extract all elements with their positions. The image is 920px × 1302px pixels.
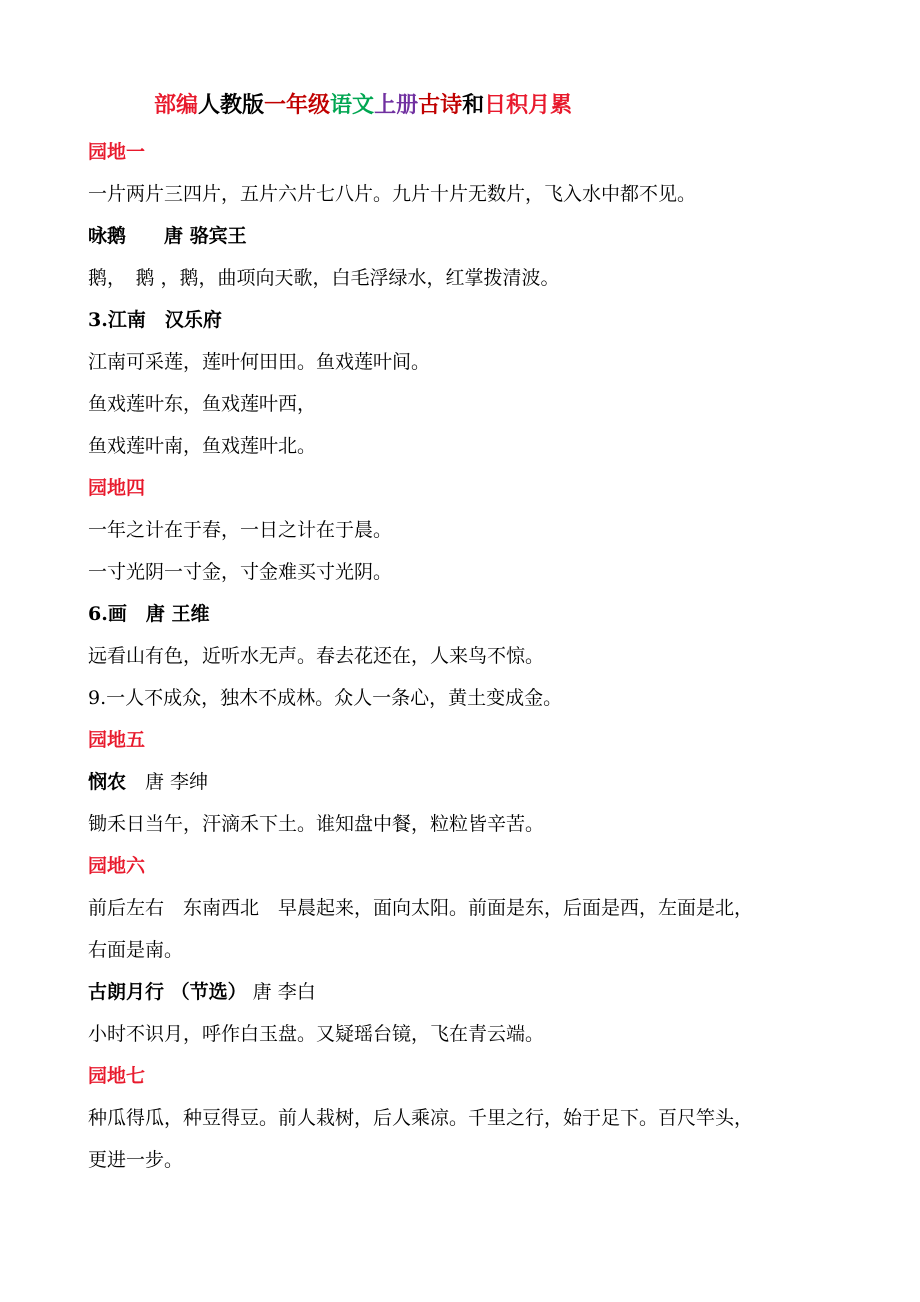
text-line bbox=[88, 929, 848, 971]
line-segment: 6.画 唐 王维 bbox=[88, 603, 210, 625]
text-line bbox=[88, 677, 848, 719]
text-line bbox=[88, 509, 848, 551]
section-heading bbox=[88, 845, 848, 887]
line-segment: 鱼戏莲叶东，鱼戏莲叶西， bbox=[88, 393, 317, 415]
line-segment: 更进一步。 bbox=[88, 1149, 184, 1171]
line-segment: 园地六 bbox=[88, 855, 146, 877]
page-title bbox=[154, 88, 572, 119]
text-line bbox=[88, 551, 848, 593]
line-segment: 鱼戏莲叶南，鱼戏莲叶北。 bbox=[88, 435, 317, 457]
text-line bbox=[88, 1097, 848, 1139]
line-segment: 园地七 bbox=[88, 1065, 146, 1087]
title-segment: 人教版 bbox=[198, 92, 265, 118]
text-line bbox=[88, 1013, 848, 1055]
line-segment: 一寸光阴一寸金，寸金难买寸光阴。 bbox=[88, 561, 393, 583]
poem-title bbox=[88, 761, 848, 803]
text-line bbox=[88, 1139, 848, 1181]
poem-title bbox=[88, 593, 848, 635]
title-segment: 上册 bbox=[374, 92, 419, 118]
poem-title bbox=[88, 299, 848, 341]
line-segment: 唐 李绅 bbox=[126, 771, 209, 793]
line-segment: 右面是南。 bbox=[88, 939, 184, 961]
text-line bbox=[88, 341, 848, 383]
title-segment: 古诗 bbox=[418, 92, 463, 118]
line-segment: 鹅， 鹅 ，鹅，曲项向天歌，白毛浮绿水，红掌拨清波。 bbox=[88, 267, 560, 289]
line-segment: 一年之计在于春，一日之计在于晨。 bbox=[88, 519, 393, 541]
text-line bbox=[88, 635, 848, 677]
line-segment: 古朗月行 （节选） bbox=[88, 981, 247, 1003]
section-heading bbox=[88, 1055, 848, 1097]
poem-title bbox=[88, 971, 848, 1013]
line-segment: 唐 李白 bbox=[246, 981, 316, 1003]
section-heading bbox=[88, 131, 848, 173]
text-line bbox=[88, 425, 848, 467]
text-line bbox=[88, 173, 848, 215]
line-segment: 3.江南 汉乐府 bbox=[88, 309, 222, 331]
line-segment: 江南可采莲，莲叶何田田。鱼戏莲叶间。 bbox=[88, 351, 431, 373]
section-heading bbox=[88, 719, 848, 761]
title-segment: 和 bbox=[462, 92, 485, 118]
title-segment: 部编 bbox=[154, 92, 199, 118]
line-segment: 园地四 bbox=[88, 477, 146, 499]
line-segment: 园地五 bbox=[88, 729, 146, 751]
text-line bbox=[88, 803, 848, 845]
line-segment: 种瓜得瓜，种豆得豆。前人栽树，后人乘凉。千里之行，始于足下。百尺竿头， bbox=[88, 1107, 754, 1129]
text-line bbox=[88, 887, 848, 929]
line-segment: 咏鹅 唐 骆宾王 bbox=[88, 225, 247, 247]
line-segment: 前后左右 东南西北 早晨起来，面向太阳。前面是东，后面是西，左面是北， bbox=[88, 897, 754, 919]
document-body bbox=[88, 131, 848, 1181]
poem-title bbox=[88, 215, 848, 257]
line-segment: 小时不识月，呼作白玉盘。又疑瑶台镜，飞在青云端。 bbox=[88, 1023, 545, 1045]
title-segment: 日积月累 bbox=[484, 92, 573, 118]
text-line bbox=[88, 383, 848, 425]
title-segment: 语文 bbox=[330, 92, 375, 118]
line-segment: 一片两片三四片，五片六片七八片。九片十片无数片，飞入水中都不见。 bbox=[88, 183, 697, 205]
line-segment: 锄禾日当午，汗滴禾下土。谁知盘中餐，粒粒皆辛苦。 bbox=[88, 813, 545, 835]
line-segment: 9.一人不成众，独木不成林。众人一条心，黄土变成金。 bbox=[88, 687, 563, 709]
section-heading bbox=[88, 467, 848, 509]
text-line bbox=[88, 257, 848, 299]
line-segment: 远看山有色，近听水无声。春去花还在，人来鸟不惊。 bbox=[88, 645, 545, 667]
title-segment: 一年级 bbox=[264, 92, 331, 118]
line-segment: 园地一 bbox=[88, 141, 146, 163]
line-segment: 悯农 bbox=[88, 771, 127, 793]
